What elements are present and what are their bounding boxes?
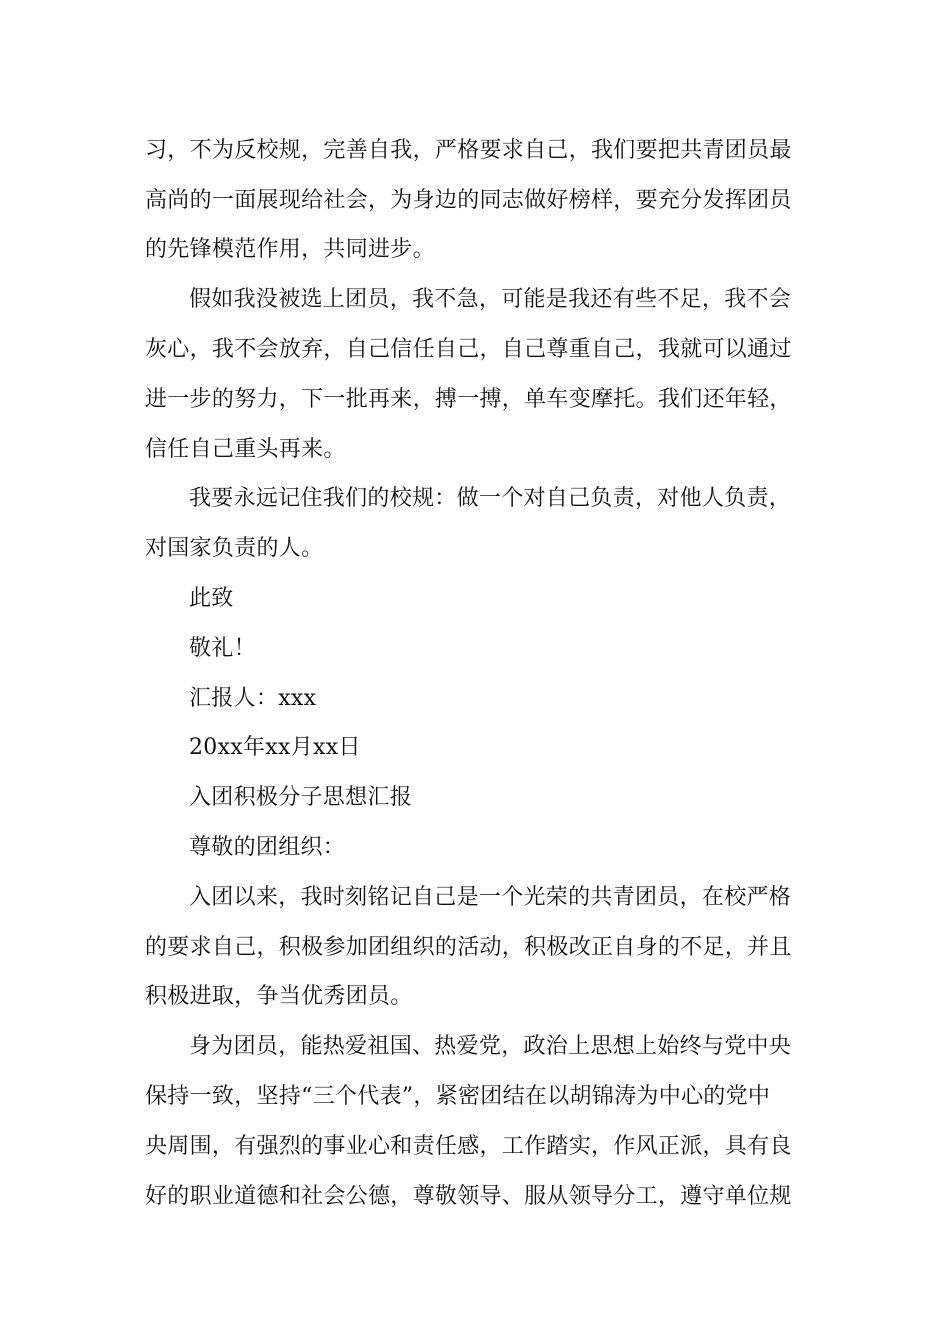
- text-line: 高尚的一面展现给社会，为身边的同志做好榜样，要充分发挥团员: [145, 188, 792, 213]
- paragraph-first-line: 我要永远记住我们的校规：做一个对自己负责，对他人负责，: [189, 486, 792, 511]
- section-title: 入团积极分子思想汇报: [189, 785, 413, 810]
- closing-respect: 敬礼！: [189, 636, 256, 661]
- paragraph-first-line: 身为团员，能热爱祖国、热爱党，政治上思想上始终与党中央: [189, 1034, 792, 1059]
- text-line: 的先锋模范作用，共同进步。: [145, 237, 435, 262]
- text-line: 好的职业道德和社会公德，尊敬领导、服从领导分工，遵守单位规: [145, 1184, 792, 1209]
- text-line: 灰心，我不会放弃，自己信任自己，自己尊重自己，我就可以通过: [145, 337, 792, 362]
- paragraph-first-line: 入团以来，我时刻铭记自己是一个光荣的共青团员，在校严格: [189, 885, 792, 910]
- text-line: 信任自己重头再来。: [145, 437, 346, 462]
- text-line: 央周围，有强烈的事业心和责任感，工作踏实，作风正派，具有良: [145, 1134, 792, 1159]
- paragraph-first-line: 假如我没被选上团员，我不急，可能是我还有些不足，我不会: [189, 287, 792, 312]
- text-line: 进一步的努力，下一批再来，搏一搏，单车变摩托。我们还年轻，: [145, 387, 792, 412]
- closing-salutation: 此致: [189, 586, 234, 611]
- text-line: 习，不为反校规，完善自我，严格要求自己，我们要把共青团员最: [145, 138, 792, 163]
- salutation: 尊敬的团组织：: [189, 835, 346, 860]
- reporter-line: 汇报人：xxx: [189, 686, 317, 711]
- date-line: 20xx年xx月xx日: [189, 735, 361, 760]
- text-line: 积极进取，争当优秀团员。: [145, 984, 413, 1009]
- text-line: 的要求自己，积极参加团组织的活动，积极改正自身的不足，并且: [145, 935, 792, 960]
- text-line: 对国家负责的人。: [145, 536, 324, 561]
- text-line: 保持一致，坚持“三个代表”，紧密团结在以胡锦涛为中心的党中: [145, 1084, 771, 1109]
